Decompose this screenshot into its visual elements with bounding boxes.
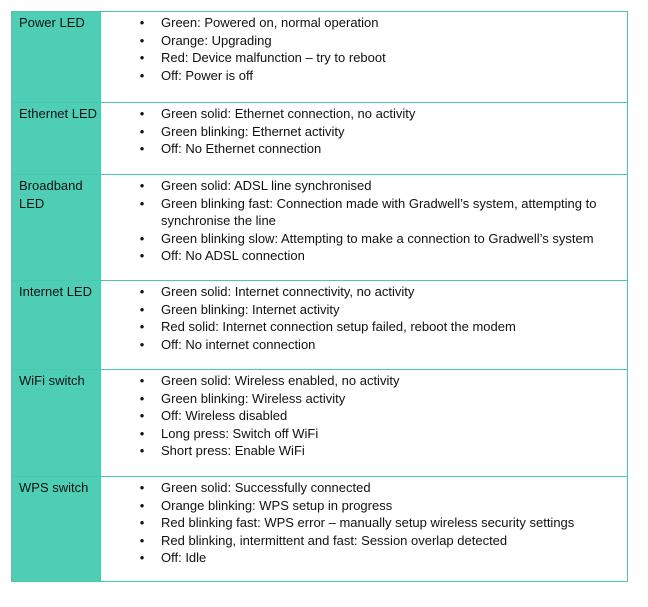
bullet-icon: • — [139, 390, 145, 406]
row-label-cell — [12, 103, 101, 175]
row-label-cell — [12, 12, 101, 103]
row-description-cell — [101, 281, 628, 370]
bullet-icon: • — [139, 106, 145, 121]
list-item: • Orange blinking: WPS setup in progress — [101, 497, 619, 515]
bullet-icon: • — [139, 178, 145, 193]
row-description-cell — [101, 477, 628, 582]
bullet-icon: • — [139, 301, 145, 317]
bullet-icon: • — [139, 373, 145, 388]
list-item: • Green blinking: Internet activity — [101, 301, 619, 319]
row-description-cell — [101, 103, 628, 175]
row-label-cell — [12, 370, 101, 477]
table-row-ethernet-led — [12, 103, 628, 175]
status-list — [101, 372, 619, 460]
list-item: • Green solid: ADSL line synchronised — [101, 177, 619, 195]
list-item: • Red blinking, intermittent and fast: Session overlap detected — [101, 532, 619, 550]
bullet-icon: • — [139, 15, 145, 30]
status-list — [101, 177, 619, 265]
bullet-icon: • — [139, 230, 145, 246]
bullet-icon: • — [139, 550, 145, 565]
list-item: • Off: Wireless disabled — [101, 407, 619, 425]
bullet-icon: • — [139, 50, 145, 65]
list-item: • Red: Device malfunction – try to reboot — [101, 49, 619, 67]
status-list — [101, 283, 619, 353]
status-list — [101, 14, 619, 84]
list-item: • Off: Power is off — [101, 67, 619, 85]
list-item: • Red solid: Internet connection setup failed, reboot the modem — [101, 318, 619, 336]
list-item: • Green solid: Successfully connected — [101, 479, 619, 497]
row-label-cell — [12, 477, 101, 582]
bullet-icon: • — [139, 248, 145, 263]
bullet-icon: • — [139, 32, 145, 48]
bullet-icon: • — [139, 195, 145, 211]
table-row-broadband-led — [12, 175, 628, 281]
bullet-icon: • — [139, 532, 145, 548]
list-item: • Short press: Enable WiFi — [101, 442, 619, 460]
list-item: • Long press: Switch off WiFi — [101, 425, 619, 443]
row-label-internet-led: Internet LED — [19, 284, 92, 299]
bullet-icon: • — [139, 336, 145, 352]
row-description-cell — [101, 12, 628, 103]
status-list — [101, 479, 619, 567]
row-label-wifi-switch: WiFi switch — [19, 373, 85, 388]
list-item: • Red blinking fast: WPS error – manually setup wireless security settings — [101, 514, 619, 532]
list-item: • Green blinking: Ethernet activity — [101, 123, 619, 141]
list-item: • Green: Powered on, normal operation — [101, 14, 619, 32]
bullet-icon: • — [139, 497, 145, 513]
bullet-icon: • — [139, 67, 145, 83]
row-label-cell — [12, 281, 101, 370]
list-item: • Off: No internet connection — [101, 336, 619, 354]
row-description-cell — [101, 175, 628, 281]
list-item: • Green solid: Internet connectivity, no activity — [101, 283, 619, 301]
bullet-icon: • — [139, 319, 145, 334]
list-item: • Green solid: Ethernet connection, no activity — [101, 105, 619, 123]
list-item: • Off: No Ethernet connection — [101, 140, 619, 158]
status-list — [101, 105, 619, 158]
row-description-cell — [101, 370, 628, 477]
list-item: • Green blinking fast: Connection made with Gradwell’s system, attempting to synchronise the line — [101, 195, 619, 230]
row-label-wps-switch: WPS switch — [19, 480, 89, 495]
table-row-power-led — [12, 12, 628, 103]
list-item: • Off: No ADSL connection — [101, 247, 619, 265]
row-label-power-led: Power LED — [19, 15, 85, 30]
table-row-wps-switch — [12, 477, 628, 582]
list-item: • Green blinking slow: Attempting to make a connection to Gradwell’s system — [101, 230, 619, 248]
led-status-table — [11, 11, 628, 582]
bullet-icon: • — [139, 408, 145, 423]
table-row-internet-led — [12, 281, 628, 370]
bullet-icon: • — [139, 515, 145, 530]
bullet-icon: • — [139, 480, 145, 495]
bullet-icon: • — [139, 284, 145, 299]
list-item: • Green solid: Wireless enabled, no activity — [101, 372, 619, 390]
row-label-ethernet-led: Ethernet LED — [19, 106, 98, 121]
bullet-icon: • — [139, 425, 145, 441]
list-item: • Orange: Upgrading — [101, 32, 619, 50]
bullet-icon: • — [139, 123, 145, 139]
bullet-icon: • — [139, 443, 145, 458]
list-item: • Green blinking: Wireless activity — [101, 390, 619, 408]
table-row-wifi-switch — [12, 370, 628, 477]
list-item: • Off: Idle — [101, 549, 619, 567]
row-label-cell — [12, 175, 101, 281]
row-label-broadband-led: Broadband LED — [19, 178, 83, 211]
bullet-icon: • — [139, 141, 145, 156]
